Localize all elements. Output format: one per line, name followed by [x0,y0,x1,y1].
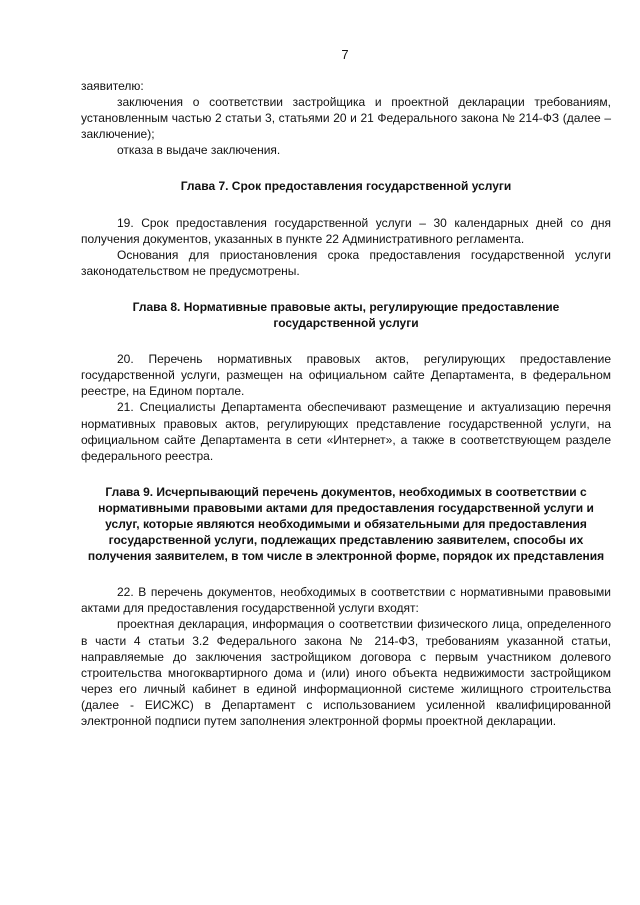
paragraph-19: 19. Срок предоставления государственной услуги – 30 календарных дней со дня получения документов, указанных в пункте 22 Административного регламента. [81,215,611,246]
paragraph-refusal: отказа в выдаче заключения. [117,143,281,158]
paragraph-21: 21. Специалисты Департамента обеспечивают размещение и актуализацию перечня нормативных правовых актов, регулирующих представление государственной услуги, на официальном сайте Департамента в сети «Интернет», а также в соответствующем разделе федерального реестра. [81,400,611,463]
chapter-9-heading: Глава 9. Исчерпывающий перечень документов, необходимых в соответствии с нормативными правовыми актами для предоставления государственной услуги и услуг, которые являются необходимыми и обязательными для предоставления государственной услуги, подлежащих представлению заявителем, способы их получения заявителем, в том числе в электронной форме, порядок их представления [87,484,605,564]
chapter-8-heading: Глава 8. Нормативные правовые акты, регулирующие предоставление государственной услуги [132,299,560,331]
paragraph-19-suspension: Основания для приостановления срока предоставления государственной услуги законодательством не предусмотрены. [81,247,611,278]
document-body [81,78,611,729]
paragraph-conclusion: заключения о соответствии застройщика и проектной декларации требованиям, установленным частью 2 статьи 3, статьями 20 и 21 Федерального закона № 214-ФЗ (далее – заключение); [81,95,611,142]
paragraph-22: 22. В перечень документов, необходимых в соответствии с нормативными правовыми актами для предоставления государственной услуги входят: [81,585,611,616]
chapter-7-heading: Глава 7. Срок предоставления государственной услуги [180,179,512,194]
page-number: 7 [341,47,349,62]
paragraph-22-project-declaration: проектная декларация, информация о соответствии физического лица, определенного в части 4 статьи 3.2 Федерального закона № 214-ФЗ, требованиям указанной статьи, направляемые до заключения застройщиком договора с первым участником долевого строительства многоквартирного дома и (или) иного объекта недвижимости застройщиком через его личный кабинет в единой информационной системе жилищного строительства (далее - ЕИСЖС) в Департамент с использованием усиленной квалифицированной электронной подписи путем заполнения электронной формы проектной декларации. [81,617,611,728]
paragraph-recipient: заявителю: [81,79,144,93]
paragraph-20: 20. Перечень нормативных правовых актов, регулирующих предоставление государственной услуги, размещен на официальном сайте Департамента, в федеральном реестре, на Едином портале. [81,352,611,399]
